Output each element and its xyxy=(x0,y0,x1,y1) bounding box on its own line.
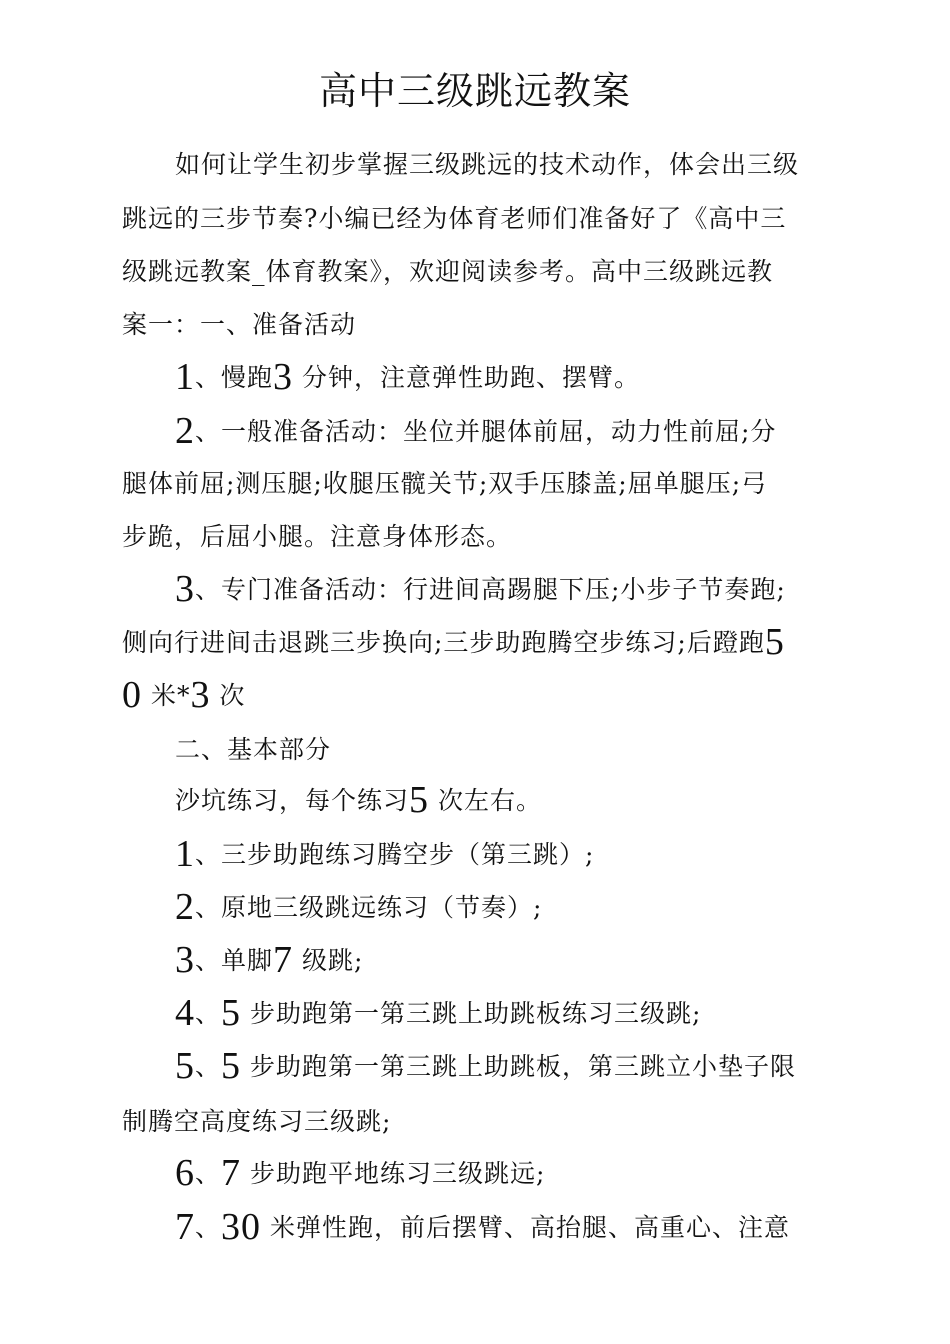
item-number: 3 xyxy=(175,568,195,610)
list-item xyxy=(175,1207,790,1248)
list-item xyxy=(175,357,640,398)
inline-number: 5 xyxy=(221,1045,242,1087)
list-item xyxy=(175,569,786,610)
line-text: 沙坑练习，每个练习 xyxy=(175,786,410,815)
line-text: 次 xyxy=(219,681,246,710)
line-text: 、 xyxy=(195,1159,222,1188)
line-text: 步助跑第一第三跳上助跳板，第三跳立小垫子限 xyxy=(249,1052,796,1081)
list-item xyxy=(175,834,594,875)
line-text: 级跳远教案_体育教案》，欢迎阅读参考。高中三级跳远教 xyxy=(122,257,774,286)
paragraph-line xyxy=(122,464,767,504)
paragraph-line xyxy=(122,675,245,716)
line-text: 、一般准备活动：坐位并腿体前屈，动力性前屈;分 xyxy=(195,417,777,446)
inline-number: 0 xyxy=(122,674,142,716)
inline-number: 30 xyxy=(221,1206,262,1248)
item-number: 3 xyxy=(175,939,195,981)
line-text: 次左右。 xyxy=(437,786,542,815)
item-number: 6 xyxy=(175,1152,195,1194)
paragraph-line xyxy=(122,199,786,239)
line-text: 步助跑平地练习三级跳远; xyxy=(249,1159,546,1188)
line-text: 二、基本部分 xyxy=(175,735,332,764)
item-number: 2 xyxy=(175,886,195,928)
line-text: 米* xyxy=(150,681,191,710)
paragraph-line xyxy=(122,517,512,557)
line-text: 、专门准备活动：行进间高踢腿下压;小步子节奏跑; xyxy=(195,575,786,604)
line-text: 米弹性跑，前后摆臂、高抬腿、高重心、注意 xyxy=(269,1213,790,1242)
list-item xyxy=(175,887,542,928)
item-number: 7 xyxy=(175,1206,195,1248)
line-text: 、原地三级跳远练习（节奏）; xyxy=(195,893,543,922)
item-number: 1 xyxy=(175,833,195,875)
line-text: 步助跑第一第三跳上助跳板练习三级跳; xyxy=(249,999,702,1028)
inline-number: 5 xyxy=(221,992,242,1034)
item-number: 5 xyxy=(175,1045,195,1087)
line-text: 跳远的三步节奏?小编已经为体育老师们准备好了《高中三 xyxy=(122,204,787,233)
inline-number: 7 xyxy=(273,939,294,981)
line-text: 、慢跑 xyxy=(195,363,274,392)
line-text: 、 xyxy=(195,1213,222,1242)
paragraph-line xyxy=(122,305,356,345)
line-text: 、三步助跑练习腾空步（第三跳）; xyxy=(195,840,595,869)
inline-number: 5 xyxy=(764,621,785,663)
section-heading xyxy=(175,730,331,770)
inline-number: 5 xyxy=(409,779,430,821)
paragraph-line xyxy=(175,145,799,185)
paragraph-line xyxy=(122,622,785,663)
line-text: 案一：一、准备活动 xyxy=(122,310,357,339)
item-number: 1 xyxy=(175,356,195,398)
list-item xyxy=(175,1153,545,1194)
line-text: 、 xyxy=(195,999,222,1028)
inline-number: 3 xyxy=(273,356,294,398)
item-number: 2 xyxy=(175,410,195,452)
list-item xyxy=(175,1046,796,1087)
line-text: 侧向行进间击退跳三步换向;三步助跑腾空步练习;后蹬跑 xyxy=(122,628,765,657)
line-text: 如何让学生初步掌握三级跳远的技术动作，体会出三级 xyxy=(175,150,800,179)
list-item xyxy=(175,411,776,452)
line-text: 分钟，注意弹性助跑、摆臂。 xyxy=(301,363,640,392)
inline-number: 7 xyxy=(221,1152,242,1194)
item-number: 4 xyxy=(175,992,195,1034)
paragraph-line xyxy=(122,252,773,292)
line-text: 、单脚 xyxy=(195,946,274,975)
line-text: 制腾空高度练习三级跳; xyxy=(122,1107,392,1136)
line-text: 步跪，后屈小腿。注意身体形态。 xyxy=(122,522,513,551)
line-text: 腿体前屈;测压腿;收腿压髋关节;双手压膝盖;屈单腿压;弓 xyxy=(122,469,768,498)
paragraph-line xyxy=(122,1102,391,1142)
list-item xyxy=(175,993,701,1034)
inline-number: 3 xyxy=(190,674,211,716)
line-text: 、 xyxy=(195,1052,222,1081)
paragraph-line xyxy=(175,780,542,821)
document-title: 高中三级跳远教案 xyxy=(318,69,631,113)
list-item xyxy=(175,940,363,981)
line-text: 级跳; xyxy=(301,946,364,975)
